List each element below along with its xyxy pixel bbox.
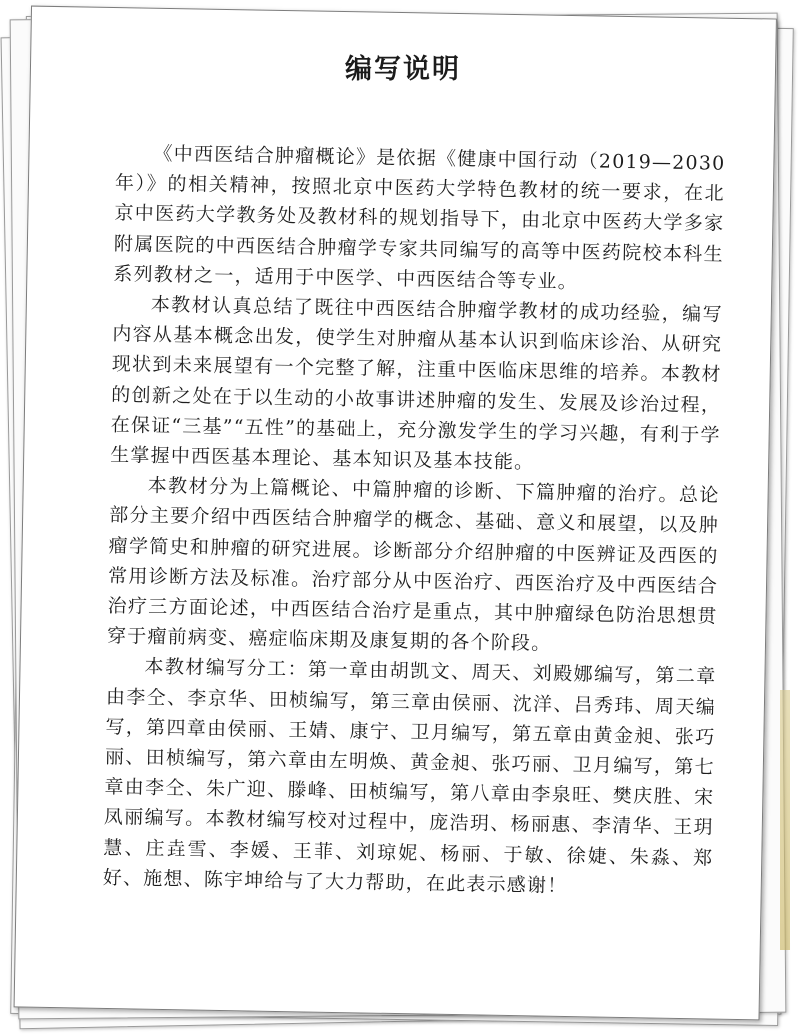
page-title: 编写说明 xyxy=(345,54,462,86)
paragraph-contributors: 本教材编写分工：第一章由胡凯文、周天、刘殿娜编写，第二章由李仝、李京华、田桢编写，第三章由侯丽、沈洋、吕秀玮、周天编写，第四章由侯丽、王婧、康宁、卫月编写，第五章由黄金昶、张巧丽、田桢编写，第六章由左明焕、黄金昶、张巧丽、卫月编写，第七章由李仝、朱广迎、滕峰、田桢编写，第八章由李泉旺、樊庆胜、宋凤丽编写。本教材编写校对过程中，庞浩玥、杨丽惠、李清华、王玥慧、庄垚雪、李媛、王菲、刘琼妮、杨丽、于敏、徐婕、朱淼、郑好、施想、陈宇坤给与了大力帮助，在此表示感谢！ xyxy=(102,656,717,897)
document-body xyxy=(103,138,726,904)
page-edge-tint xyxy=(780,690,790,950)
paragraph-structure: 本教材分为上篇概论、中篇肿瘤的诊断、下篇肿瘤的治疗。总论部分主要介绍中西医结合肿瘤学的概念、基础、意义和展望，以及肿瘤学简史和肿瘤的研究进展。诊断部分介绍肿瘤的中医辨证及西医的常用诊断方法及标准。治疗部分从中医治疗、西医治疗及中西医结合治疗三方面论述，中西医结合治疗是重点，其中肿瘤绿色防治思想贯穿于瘤前病变、癌症临床期及康复期的各个阶段。 xyxy=(106,474,720,655)
paragraph-purpose: 《中西医结合肿瘤概论》是依据《健康中国行动（2019—2030年）》的相关精神，按照北京中医药大学特色教材的统一要求，在北京中医药大学教务处及教材科的规划指导下，由北京中医药大学多家附属医院的中西医结合肿瘤学专家共同编写的高等中医药院校本科生系列教材之一，适用于中医学、中西医结合等专业。 xyxy=(113,142,726,293)
document-page xyxy=(14,6,777,1021)
paragraph-features: 本教材认真总结了既往中西医结合肿瘤学教材的成功经验，编写内容从基本概念出发，使学生对肿瘤从基本认识到临床诊治、从研究现状到未来展望有一个完整了解，注重中医临床思维的培养。本教材的创新之处在于以生动的小故事讲述肿瘤的发生、发展及诊治过程，在保证“三基”“五性”的基础上，充分激发学生的学习兴趣，有利于学生掌握中西医基本理论、基本知识及基本技能。 xyxy=(110,293,723,474)
